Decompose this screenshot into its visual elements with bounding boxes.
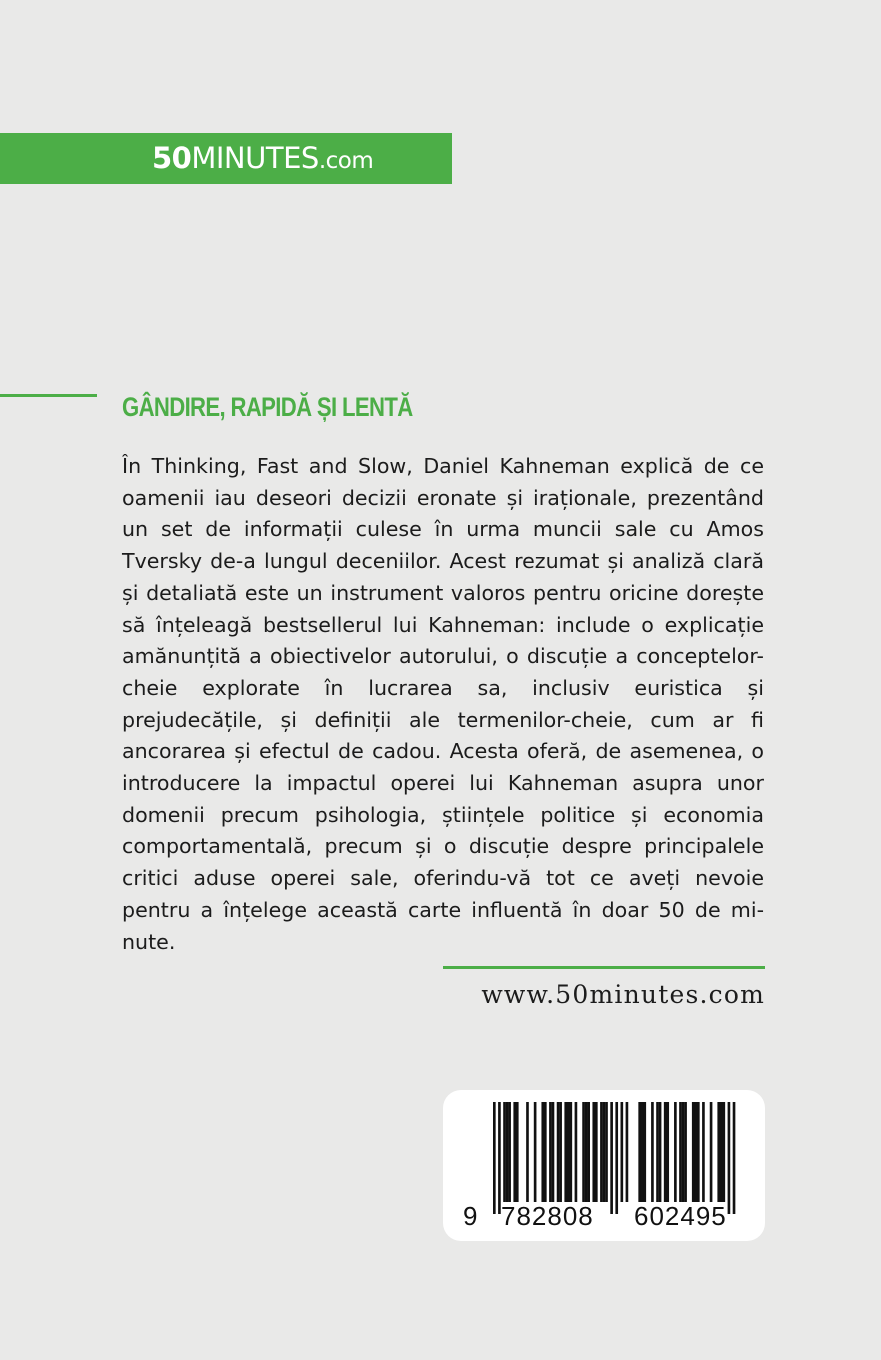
barcode-bar	[659, 1102, 662, 1202]
barcode-bar	[674, 1102, 677, 1202]
barcode-bar	[557, 1102, 560, 1202]
barcode-bar	[549, 1102, 552, 1202]
barcode-bar	[493, 1102, 496, 1214]
barcode-bar	[720, 1102, 723, 1202]
barcode-bar	[656, 1102, 659, 1202]
website-rule	[443, 966, 765, 969]
barcode-bar	[684, 1102, 687, 1202]
brand-bar	[0, 133, 452, 184]
barcode-bar	[559, 1102, 562, 1202]
barcode-bar	[544, 1102, 547, 1202]
barcode-bar	[692, 1102, 695, 1202]
barcode-bar	[592, 1102, 595, 1202]
barcode-bar	[567, 1102, 570, 1202]
barcode-bar	[638, 1102, 641, 1202]
barcode-bar	[702, 1102, 705, 1202]
barcode-bar	[610, 1102, 613, 1214]
barcode-bar	[605, 1102, 608, 1202]
barcode-bar	[733, 1102, 736, 1214]
barcode-bar	[534, 1102, 537, 1202]
barcode-bar	[516, 1102, 519, 1202]
brand-word: MINUTES	[191, 141, 319, 175]
barcode-bar	[615, 1102, 618, 1214]
title-rule	[0, 394, 97, 397]
barcode-bar	[570, 1102, 573, 1202]
barcode-bar	[679, 1102, 682, 1202]
barcode-bar	[694, 1102, 697, 1202]
barcode-bar	[575, 1102, 578, 1202]
barcode-bar	[641, 1102, 644, 1202]
barcode-bar	[626, 1102, 629, 1202]
barcode-bar	[666, 1102, 669, 1202]
barcode-bar	[513, 1102, 516, 1202]
barcode-bar	[503, 1102, 506, 1202]
brand-logo	[152, 133, 373, 184]
barcode-bar	[664, 1102, 667, 1202]
barcode-bar	[728, 1102, 731, 1214]
barcode-bar	[508, 1102, 511, 1202]
barcode-bar	[651, 1102, 654, 1202]
barcode-bar	[723, 1102, 726, 1202]
barcode-digit-first: 9	[463, 1201, 478, 1231]
barcode-bar	[595, 1102, 598, 1202]
barcode-bar	[717, 1102, 720, 1202]
barcode-bar	[564, 1102, 567, 1202]
barcode-bar	[526, 1102, 529, 1202]
barcode-bar	[587, 1102, 590, 1202]
barcode-bar	[582, 1102, 585, 1202]
barcode-bar	[682, 1102, 685, 1202]
brand-domain: .com	[318, 148, 374, 174]
barcode-bar	[552, 1102, 555, 1202]
barcode-bar	[541, 1102, 544, 1202]
barcode-digits-right: 602495	[634, 1201, 727, 1231]
barcode-bar	[585, 1102, 588, 1202]
barcode-bar	[621, 1102, 624, 1202]
barcode-bar	[600, 1102, 603, 1202]
book-title: GÂNDIRE, RAPIDĂ ȘI LENTĂ	[122, 392, 413, 422]
barcode-bar	[506, 1102, 509, 1202]
barcode-bar	[498, 1102, 501, 1214]
website-url: www.50minutes.com	[481, 980, 765, 1009]
barcode-bar	[697, 1102, 700, 1202]
brand-number: 50	[152, 141, 192, 175]
barcode	[443, 1090, 765, 1241]
barcode-bar	[643, 1102, 646, 1202]
description-text: În Thinking, Fast and Slow, Daniel Kahneman explică de ce oamenii iau deseori decizii eronate și iraționale, prezentând un set de informații culese în urma muncii sale cu Amos Tversky de-a lungul deceniilor. Acest rezumat și analiză clară și detaliată este un instrument valoros pentru oricine dorește să înțeleagă bestsellerul lui Kahneman: include o explicație amănunțită a obiectivelor autorului, o discuție a conceptelor-cheie explorate în lucrarea sa, inclusiv euristica și prejudecățile, și definiții ale termenilor-cheie, cum ar fi ancorarea și efectul de cadou. Acesta oferă, de asemenea, o introducere la impactul operei lui Kahneman asupra unor domenii precum psihologia, științele politice și economia comportamentală, precum și o discuție despre principalele critici aduse operei sale, oferindu-vă tot ce aveți nevoie pentru a înțelege această carte influentă în doar 50 de minute.	[122, 454, 764, 954]
barcode-bar	[710, 1102, 713, 1202]
barcode-digits-left: 782808	[501, 1201, 594, 1231]
barcode-bar	[603, 1102, 606, 1202]
